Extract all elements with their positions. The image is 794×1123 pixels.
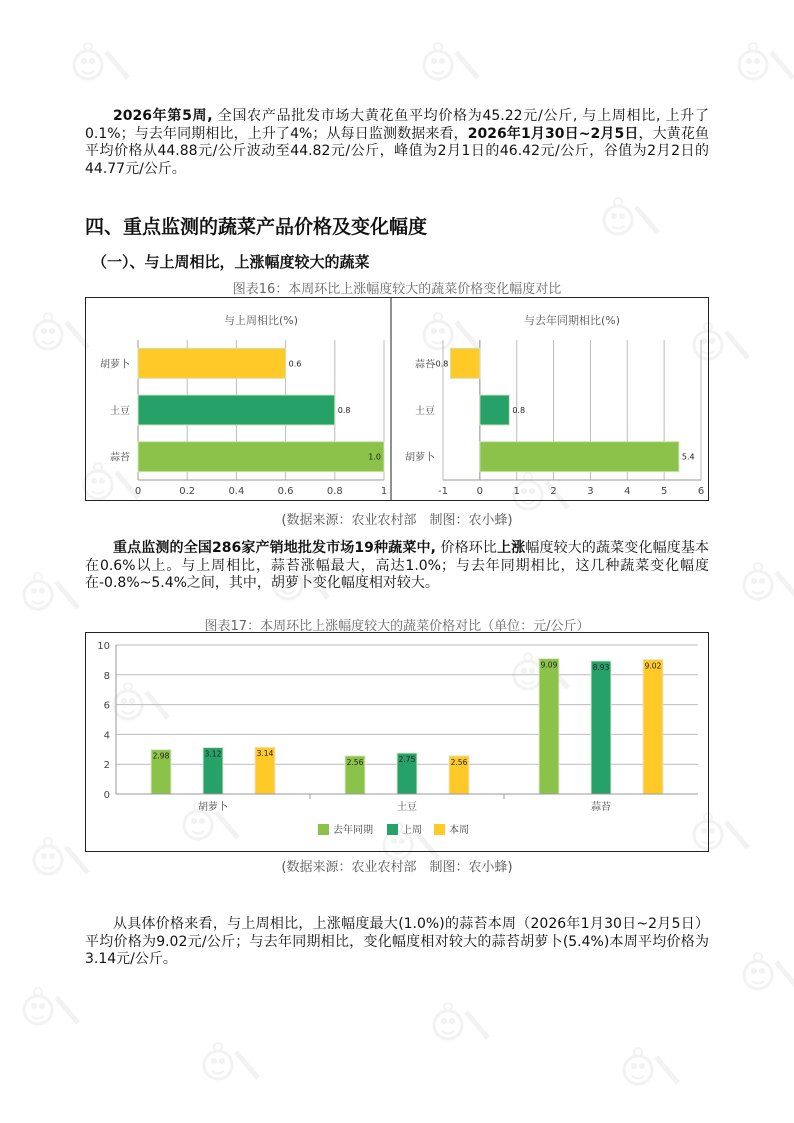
price-data-label: 9.02	[644, 661, 662, 671]
price-y-tick-label: 6	[103, 700, 110, 712]
chart16-frame	[85, 297, 709, 501]
bee-watermark-icon	[70, 40, 130, 90]
paragraph-price-detail: 从具体价格来看，与上周相比，上涨幅度最大(1.0%)的蒜苔本周（2026年1月30日~2月5日）平均价格为9.02元/公斤；与去年同期相比，变化幅度相对较大的蒜苔胡萝卜(5.4%)本周平均价格为3.14元/公斤。	[85, 916, 709, 967]
right-category-label: 胡萝卜	[405, 452, 435, 464]
price-bar	[591, 661, 611, 794]
paragraph2-text-b: 幅度较大的蔬菜变化幅度基本在0.6%以上。与上周相比，蒜苔涨幅最大，高达1.0%；与去年同期相比，这几种蔬菜变化幅度在-0.8%~5.4%之间，其中，胡萝卜变化幅度相对较大。	[85, 540, 709, 591]
chart16-svg	[86, 298, 708, 500]
price-y-tick-label: 2	[103, 760, 110, 772]
monitor-scope-bold: 重点监测的全国286家产销地批发市场19种蔬菜中,	[113, 540, 436, 556]
chart-year-change	[405, 313, 704, 497]
left-bar	[138, 395, 335, 425]
right-bar	[480, 442, 679, 472]
right-chart-title: 与去年同期相比(%)	[523, 314, 621, 327]
chart17-svg	[86, 633, 708, 851]
price-y-tick-label: 0	[103, 790, 110, 801]
legend-swatch	[387, 824, 398, 835]
left-x-tick-label: 0.8	[326, 486, 343, 497]
price-category-label: 土豆	[397, 802, 417, 813]
left-x-tick-label: 0	[134, 486, 142, 497]
left-category-label: 胡萝卜	[100, 359, 130, 371]
legend-label: 去年同期	[333, 825, 373, 836]
chart17-source: (数据来源：农业农村部 制图：农小蜂)	[281, 860, 513, 875]
left-data-label: 0.6	[288, 359, 302, 369]
price-data-label: 9.09	[540, 660, 558, 670]
price-bar	[539, 659, 559, 794]
bee-watermark-icon	[620, 1045, 680, 1095]
legend-label: 上周	[402, 825, 422, 836]
left-category-label: 土豆	[110, 406, 130, 417]
chart-week-change	[100, 313, 387, 497]
section-heading: 四、重点监测的蔬菜产品价格及变化幅度	[85, 216, 428, 238]
price-y-tick-label: 4	[103, 730, 110, 742]
right-data-label: -0.8	[432, 359, 449, 369]
paragraph-fish-price	[85, 108, 709, 178]
left-x-tick-label: 1	[380, 486, 388, 497]
right-x-tick-label: 6	[697, 486, 705, 497]
week-label: 2026年第5周,	[113, 108, 213, 124]
legend-swatch	[434, 824, 445, 835]
price-data-label: 3.14	[256, 749, 274, 759]
price-y-tick-label: 10	[97, 641, 110, 652]
date-range-bold: 2026年1月30日~2月5日	[467, 125, 639, 142]
bee-watermark-icon	[600, 195, 660, 245]
left-x-tick-label: 0.2	[179, 486, 196, 497]
right-bar	[450, 348, 479, 378]
left-category-label: 蒜苔	[110, 452, 130, 464]
right-bar	[480, 395, 509, 425]
right-x-tick-label: 4	[624, 486, 631, 497]
left-x-tick-label: 0.4	[228, 486, 245, 497]
chart16-source: (数据来源：农业农村部 制图：农小蜂)	[281, 513, 513, 528]
price-category-label: 蒜苔	[591, 802, 611, 813]
right-x-tick-label: 0	[476, 486, 484, 497]
price-data-label: 3.12	[204, 749, 222, 759]
bee-watermark-icon	[430, 1000, 490, 1050]
right-x-tick-label: 3	[587, 486, 594, 497]
price-data-label: 2.75	[398, 755, 416, 765]
right-x-tick-label: -1	[438, 486, 448, 497]
right-data-label: 0.8	[512, 406, 526, 415]
chart16-title: 图表16：本周环比上涨幅度较大的蔬菜价格变化幅度对比	[232, 282, 562, 297]
right-x-tick-label: 2	[550, 486, 557, 497]
legend-swatch	[318, 824, 329, 835]
bee-watermark-icon	[30, 835, 90, 885]
bee-watermark-icon	[200, 1040, 260, 1090]
left-data-label: 0.8	[337, 406, 351, 415]
bee-watermark-icon	[30, 310, 90, 360]
fish-detail-text: ，大黄花鱼平均价格从44.88元/公斤波动至44.82元/公斤，峰值为2月1日的46.42元/公斤，谷值为2月2日的44.77元/公斤。	[85, 125, 710, 177]
left-chart-title: 与上周相比(%)	[223, 314, 299, 327]
paragraph2-text-a: 价格环比	[435, 540, 498, 556]
fish-summary-text: 全国农产品批发市场大黄花鱼平均价格为45.22元/公斤, 与上周相比, 上升了0.1%；与去年同期相比，上升了4%；从每日监测数据来看，	[85, 108, 710, 142]
right-category-label: 蒜苔	[415, 359, 435, 371]
left-bar	[138, 348, 286, 378]
chart-price-compare	[97, 641, 698, 836]
price-data-label: 2.56	[450, 757, 468, 767]
price-bar	[643, 660, 663, 794]
right-x-tick-label: 1	[513, 486, 520, 497]
bee-watermark-icon	[20, 985, 80, 1035]
right-data-label: 5.4	[681, 452, 695, 462]
bee-watermark-icon	[420, 40, 480, 90]
subsection-heading: （一）、与上周相比，上涨幅度较大的蔬菜	[92, 253, 370, 271]
legend-label: 本周	[449, 825, 469, 836]
price-y-tick-label: 8	[103, 670, 110, 682]
rise-bold: 上涨	[497, 540, 526, 556]
price-data-label: 2.98	[152, 751, 170, 761]
bee-watermark-icon	[20, 570, 80, 620]
left-bar	[138, 442, 384, 472]
chart17-frame	[85, 632, 709, 852]
right-category-label: 土豆	[415, 406, 435, 417]
bee-watermark-icon	[735, 40, 794, 90]
bee-watermark-icon	[740, 560, 794, 610]
left-data-label: 1.0	[368, 452, 381, 462]
price-data-label: 2.56	[346, 757, 364, 767]
left-x-tick-label: 0.6	[277, 486, 294, 497]
bee-watermark-icon	[740, 950, 794, 1000]
price-category-label: 胡萝卜	[198, 802, 228, 813]
right-x-tick-label: 5	[660, 486, 668, 497]
chart17-title: 图表17：本周环比上涨幅度较大的蔬菜价格对比（单位：元/公斤）	[204, 619, 590, 634]
paragraph-vegetable-summary	[85, 540, 709, 593]
price-data-label: 8.93	[592, 662, 610, 672]
